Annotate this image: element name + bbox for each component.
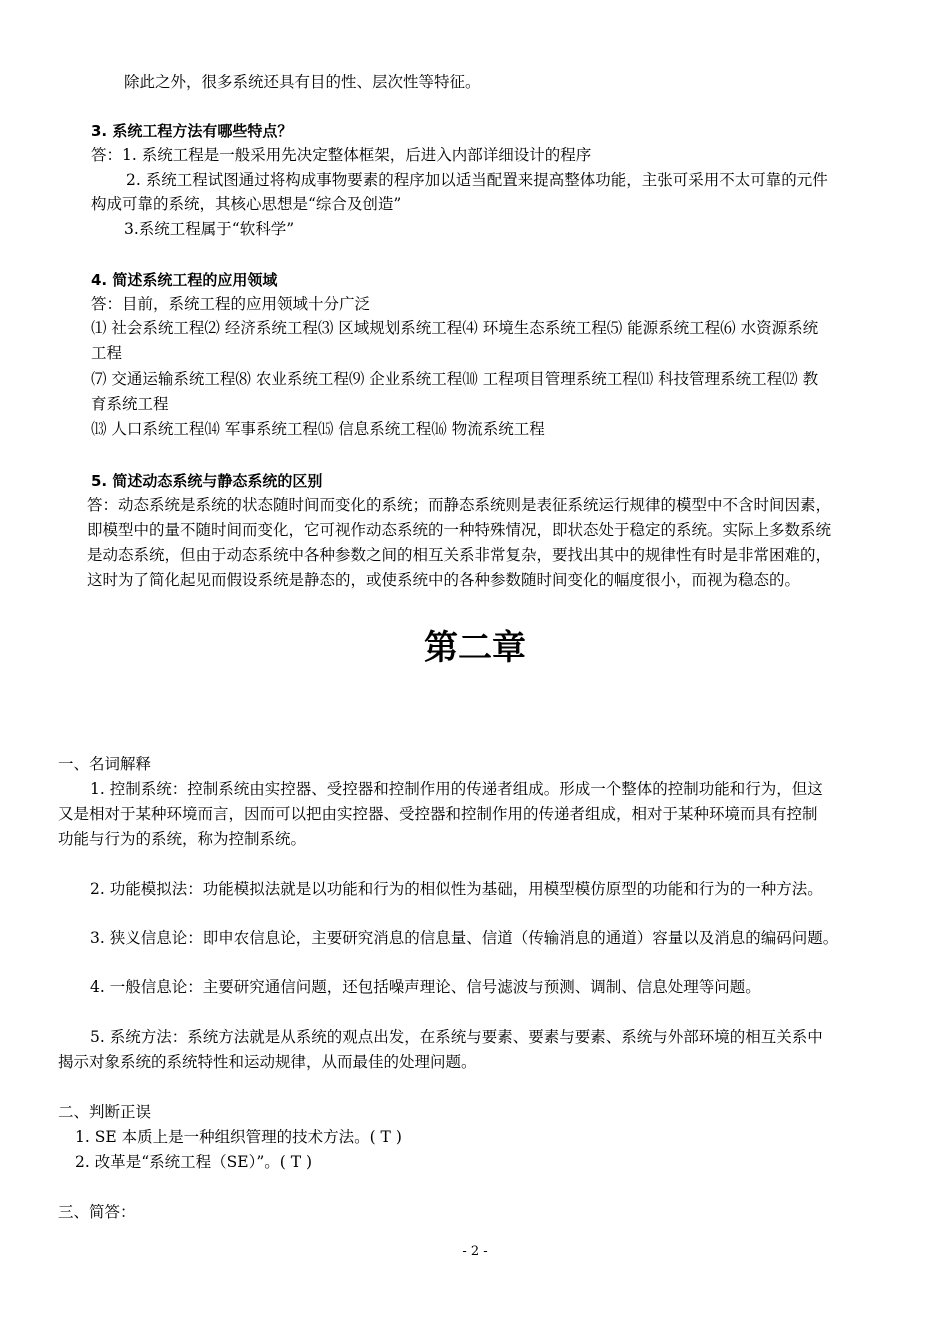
definition-2: 2. 功能模拟法：功能模拟法就是以功能和行为的相似性为基础，用模型模仿原型的功能和行为的一种方法。 — [90, 880, 823, 898]
section-3-heading: 三、简答： — [58, 1203, 136, 1221]
definition-5-line-2: 揭示对象系统的系统特性和运动规律，从而最佳的处理问题。 — [58, 1053, 477, 1071]
definition-5-line-1: 5. 系统方法：系统方法就是从系统的观点出发，在系统与要素、要素与要素、系统与外部环境的相互关系中 — [90, 1028, 823, 1046]
q4-list-row-2-line-1: ⑺ 交通运输系统工程⑻ 农业系统工程⑼ 企业系统工程⑽ 工程项目管理系统工程⑾ 科技管理系统工程⑿ 教 — [91, 370, 819, 388]
definition-1-line-3: 功能与行为的系统，称为控制系统。 — [58, 830, 307, 848]
q5-answer-line-1: 答：动态系统是系统的状态随时间而变化的系统；而静态系统则是表征系统运行规律的模型中不含时间因素， — [87, 496, 832, 514]
question-4-title: 4. 简述系统工程的应用领域 — [91, 271, 278, 289]
q5-answer-line-3: 是动态系统，但由于动态系统中各种参数之间的相互关系非常复杂，要找出其中的规律性有时是非常困难的， — [87, 546, 832, 564]
question-3-title: 3. 系统工程方法有哪些特点？ — [91, 122, 293, 140]
intro-text: 除此之外，很多系统还具有目的性、层次性等特征。 — [124, 73, 481, 91]
definition-1-line-2: 又是相对于某种环境而言，因而可以把由实控器、受控器和控制作用的传递者组成，相对于某种环境而具有控制 — [58, 805, 818, 823]
q3-answer-3: 3.系统工程属于“软科学” — [124, 220, 295, 238]
q4-list-row-1-line-2: 工程 — [91, 344, 123, 362]
section-1-heading: 一、名词解释 — [58, 755, 152, 773]
definition-4: 4. 一般信息论：主要研究通信问题，还包括噪声理论、信号滤波与预测、调制、信息处理等问题。 — [90, 978, 761, 996]
q4-list-row-3: ⒀ 人口系统工程⒁ 军事系统工程⒂ 信息系统工程⒃ 物流系统工程 — [91, 420, 545, 438]
judgment-1: 1. SE 本质上是一种组织管理的技术方法。( T ) — [75, 1128, 402, 1146]
q4-answer-intro: 答：目前，系统工程的应用领域十分广泛 — [91, 295, 371, 313]
definition-1-line-1: 1. 控制系统：控制系统由实控器、受控器和控制作用的传递者组成。形成一个整体的控制功能和行为，但这 — [90, 780, 823, 798]
chapter-title: 第二章 — [424, 628, 526, 668]
q3-answer-2-line-2: 构成可靠的系统，其核心思想是“综合及创造” — [91, 195, 402, 213]
q5-answer-line-4: 这时为了简化起见而假设系统是静态的，或使系统中的各种参数随时间变化的幅度很小，而视为稳态的。 — [87, 571, 801, 589]
question-5-title: 5. 简述动态系统与静态系统的区别 — [91, 472, 323, 490]
q3-answer-1: 答：1. 系统工程是一般采用先决定整体框架，后进入内部详细设计的程序 — [91, 146, 592, 164]
section-2-heading: 二、判断正误 — [58, 1103, 152, 1121]
definition-3: 3. 狭义信息论：即申农信息论，主要研究消息的信息量、信道（传输消息的通道）容量以及消息的编码问题。 — [90, 929, 839, 947]
q3-answer-2-line-1: 2. 系统工程试图通过将构成事物要素的程序加以适当配置来提高整体功能，主张可采用不太可靠的元件 — [126, 171, 828, 189]
q4-list-row-2-line-2: 育系统工程 — [91, 395, 169, 413]
q4-list-row-1-line-1: ⑴ 社会系统工程⑵ 经济系统工程⑶ 区域规划系统工程⑷ 环境生态系统工程⑸ 能源系统工程⑹ 水资源系统 — [91, 319, 819, 337]
q5-answer-line-2: 即模型中的量不随时间而变化，它可视作动态系统的一种特殊情况，即状态处于稳定的系统。实际上多数系统 — [87, 521, 832, 539]
judgment-2: 2. 改革是“系统工程（SE）”。( T ) — [75, 1153, 313, 1171]
page-number: - 2 - — [462, 1244, 488, 1259]
